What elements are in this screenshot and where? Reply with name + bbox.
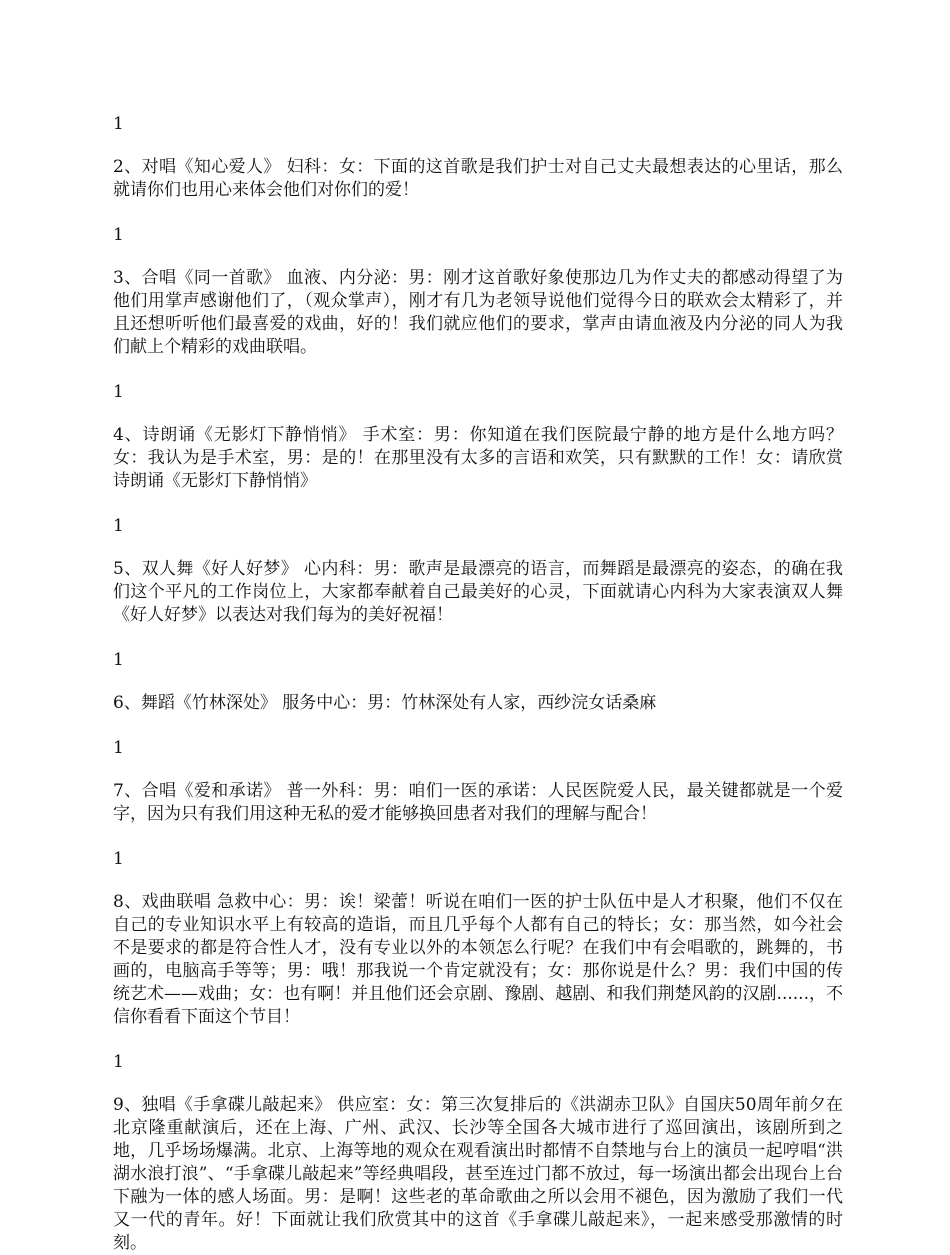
program-item-9: 9、独唱《手拿碟儿敲起来》 供应室：女：第三次复排后的《洪湖赤卫队》自国庆50周年前夕在北京隆重献演后，还在上海、广州、武汉、长沙等全国各大城市进行了巡回演出，该剧所到之地，几乎场场爆满。北京、上海等地的观众在观看演出时都情不自禁地与台上的演员一起哼唱“洪湖水浪打浪”、“手拿碟儿敲起来”等经典唱段，甚至连过门都不放过，每一场演出都会出现台上台下融为一体的感人场面。男：是啊！这些老的革命歌曲之所以会用不褪色，因为激励了我们一代又一代的青年。好！下面就让我们欣赏其中的这首《手拿碟儿敲起来》，一起来感受那激情的时刻。 (113, 1095, 843, 1253)
program-item-4: 4、诗朗诵《无影灯下静悄悄》 手术室：男：你知道在我们医院最宁静的地方是什么地方吗？女：我认为是手术室，男：是的！在那里没有太多的言语和欢笑，只有默默的工作！女：请欣赏诗朗诵《无影灯下静悄悄》 (113, 425, 843, 491)
list-marker: 1 (113, 738, 124, 758)
list-marker: 1 (113, 516, 124, 536)
program-item-7: 7、合唱《爱和承诺》 普一外科：男：咱们一医的承诺：人民医院爱人民，最关键都就是一个爱字，因为只有我们用这种无私的爱才能够换回患者对我们的理解与配合！ (113, 781, 843, 824)
list-marker: 1 (113, 650, 124, 670)
list-marker: 1 (113, 382, 124, 402)
list-marker: 1 (113, 114, 124, 134)
program-item-8: 8、戏曲联唱 急救中心：男：诶！梁蕾！听说在咱们一医的护士队伍中是人才积聚，他们不仅在自己的专业知识水平上有较高的造诣，而且几乎每个人都有自己的特长；女：那当然，如今社会不是要求的都是符合性人才，没有专业以外的本领怎么行呢？在我们中有会唱歌的，跳舞的，书画的，电脑高手等等；男：哦！那我说一个肯定就没有；女：那你说是什么？男：我们中国的传统艺术——戏曲；女：也有啊！并且他们还会京剧、豫剧、越剧、和我们荆楚风韵的汉剧......，不信你看看下面这个节目！ (113, 892, 843, 1027)
document-page (113, 113, 843, 1255)
program-item-5: 5、双人舞《好人好梦》 心内科：男：歌声是最漂亮的语言，而舞蹈是最漂亮的姿态，的确在我们这个平凡的工作岗位上，大家都奉献着自己最美好的心灵，下面就请心内科为大家表演双人舞《好人好梦》以表达对我们每为的美好祝福！ (113, 559, 843, 625)
list-marker: 1 (113, 849, 124, 869)
list-marker: 1 (113, 225, 124, 245)
program-item-6: 6、舞蹈《竹林深处》 服务中心：男：竹林深处有人家，西纱浣女话桑麻 (113, 693, 657, 713)
list-marker: 1 (113, 1052, 124, 1072)
program-item-2: 2、对唱《知心爱人》 妇科：女：下面的这首歌是我们护士对自己丈夫最想表达的心里话，那么就请你们也用心来体会他们对你们的爱！ (113, 157, 843, 200)
program-item-3: 3、合唱《同一首歌》 血液、内分泌：男：刚才这首歌好象使那边几为作丈夫的都感动得望了为他们用掌声感谢他们了，（观众掌声），刚才有几为老领导说他们觉得今日的联欢会太精彩了，并且还想听听他们最喜爱的戏曲，好的！我们就应他们的要求，掌声由请血液及内分泌的同人为我们献上个精彩的戏曲联唱。 (113, 268, 843, 357)
